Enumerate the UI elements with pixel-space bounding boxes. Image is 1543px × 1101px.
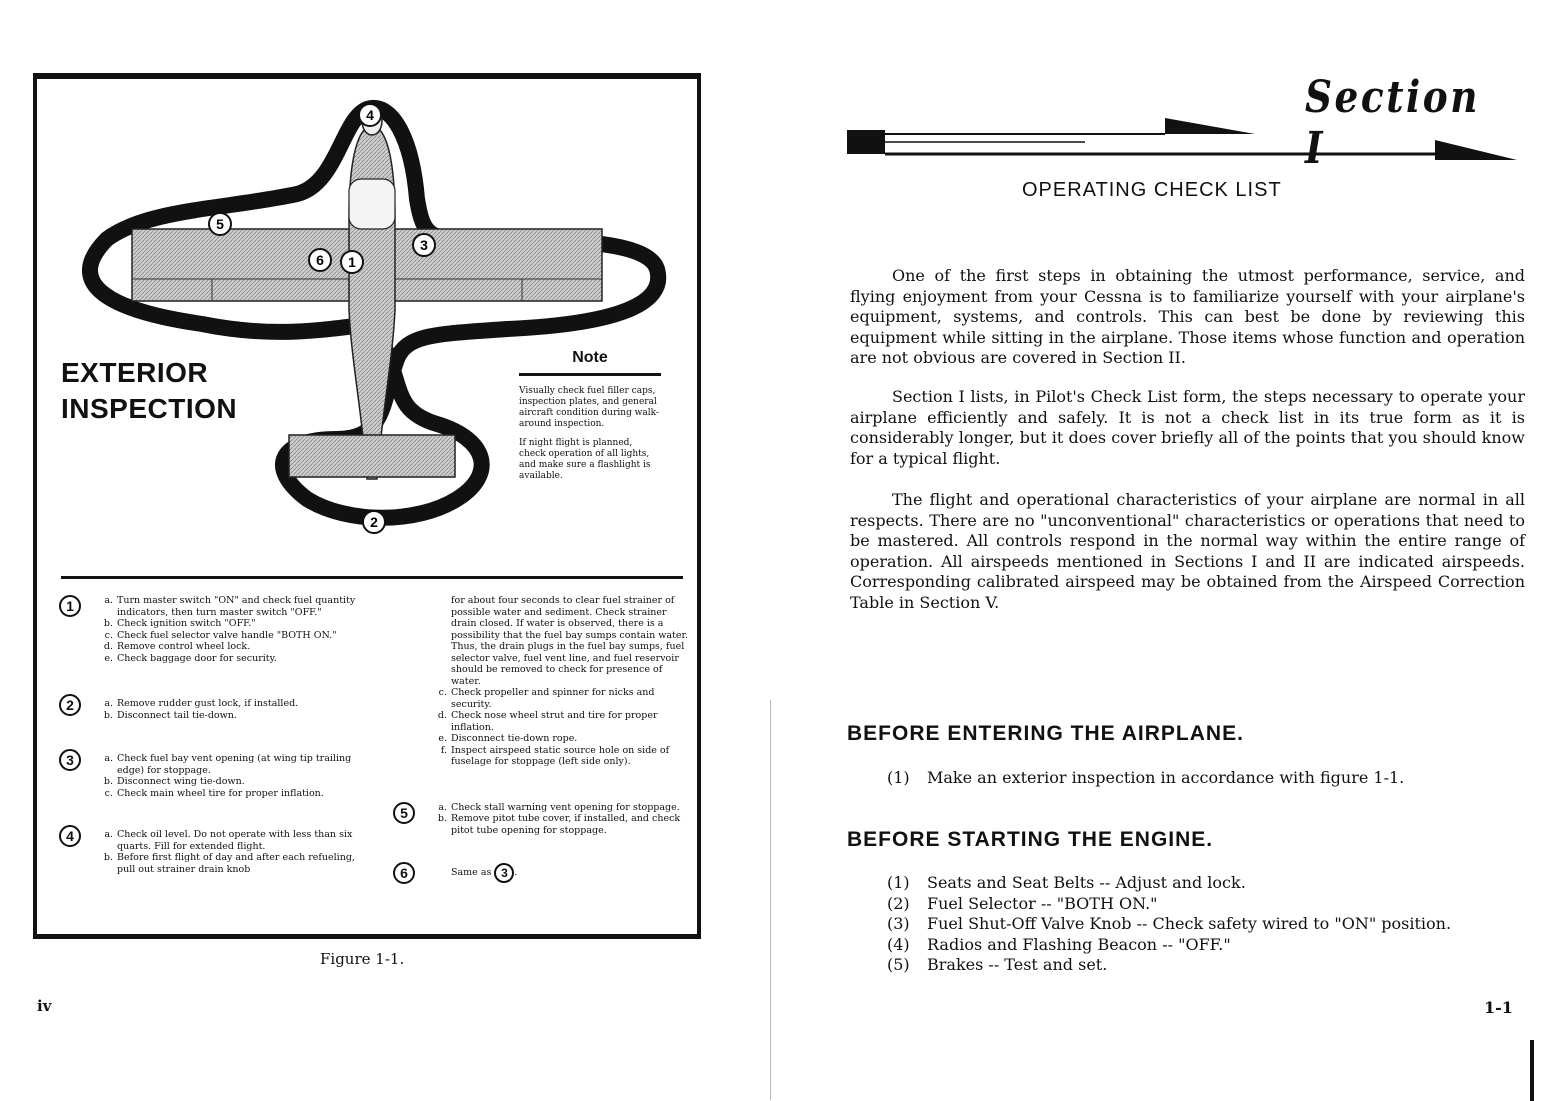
- figure-1-1-frame: [33, 73, 701, 939]
- page-number-right: 1-1: [1484, 998, 1513, 1017]
- horizontal-tail: [289, 435, 455, 477]
- section-header-rule: [845, 110, 1520, 162]
- step-item: b. Remove pitot tube cover, if installed, and check pitot tube opening for stoppage.: [437, 813, 681, 836]
- step-item: a. Check oil level. Do not operate with less than six quarts. Fill for extended flight.: [104, 829, 353, 852]
- step-item: a. Remove rudder gust lock, if installed.: [104, 698, 299, 709]
- callout-2: [363, 511, 385, 533]
- step-group-5: 5 a. Check stall warning vent opening for stoppage. b. Remove pitot tube cover, if installed, and check pitot tube opening for stoppage.: [393, 802, 689, 837]
- step-item: c. Check main wheel tire for proper inflation.: [104, 787, 324, 799]
- page-edge-mark: [1530, 1040, 1534, 1101]
- step-item: b. Disconnect wing tie-down.: [103, 776, 245, 787]
- step-item: d. Check nose wheel strut and tire for proper inflation.: [437, 710, 658, 733]
- step-item: a. Check fuel bay vent opening (at wing tip trailing edge) for stoppage.: [104, 753, 352, 776]
- figure-caption: Figure 1-1.: [320, 950, 405, 968]
- exterior-inspection-title: EXTERIOR INSPECTION: [61, 357, 238, 424]
- step-continuation: for about four seconds to clear fuel strainer of possible water and sediment. Check strainer drain closed. If water is observed, there is a possibility that the fuel bay sumps contain water. Thus, the drain plugs in the fuel bay sumps, fuel selector valve, fuel vent line, and fuel reservoir should be removed to check for presence of water.: [451, 595, 688, 687]
- intro-paragraph-2: Section I lists, in Pilot's Check List form, the steps necessary to operate your airplane efficiently and safely. It is not a check list in its true form as it is considerably longer, but it does cover briefly all of the points that you should know for a typical flight.: [850, 387, 1525, 468]
- step-item: a. Turn master switch "ON" and check fuel quantity indicators, then turn master switch "OFF.": [104, 595, 356, 618]
- step-item: f. Inspect airspeed static source hole on side of fuselage for stoppage (left side only).: [440, 744, 670, 767]
- step-group-2: 2 a. Remove rudder gust lock, if installed. b. Disconnect tail tie-down.: [59, 694, 375, 721]
- step-group-3: 3 a. Check fuel bay vent opening (at wing tip trailing edge) for stoppage. b. Disconnect wing tie-down. c. Check main wheel tire for proper inflation.: [59, 749, 375, 799]
- callout-4: [359, 104, 381, 126]
- svg-text:6: 6: [316, 252, 324, 268]
- step-item: c. Check fuel selector valve handle "BOTH ON.": [104, 629, 337, 641]
- note-box: [519, 349, 661, 490]
- callout-1: [341, 251, 363, 273]
- svg-text:5: 5: [216, 216, 224, 232]
- step-item: e. Disconnect tie-down rope.: [438, 733, 578, 744]
- svg-text:2: 2: [370, 514, 378, 530]
- figure-divider: [61, 576, 683, 579]
- intro-paragraph-3: The flight and operational characteristics of your airplane are normal in all respects. There are no "unconventional" characteristics or operations that need to be mastered. All controls respond in the normal way within the entire range of operation. All airspeeds mentioned in Sections I and II are indicated airspeeds. Corresponding calibrated airspeed may be obtained from the Airspeed Correction Table in Section V.: [850, 490, 1525, 612]
- before-entering-heading: BEFORE ENTERING THE AIRPLANE.: [847, 722, 1244, 745]
- step-item: a. Check stall warning vent opening for stoppage.: [438, 801, 680, 813]
- list-item: (1) Make an exterior inspection in accordance with figure 1-1.: [887, 768, 1405, 787]
- step-item: e. Check baggage door for security.: [104, 652, 277, 664]
- list-item: (2) Fuel Selector -- "BOTH ON.": [887, 893, 1158, 913]
- intro-paragraph-1: One of the first steps in obtaining the utmost performance, service, and flying enjoyment from your Cessna is to familiarize yourself with your airplane's equipment, systems, and controls. This can best be done by reviewing this equipment while sitting in the airplane. Those items whose function and operation are not obvious are covered in Section II.: [850, 266, 1525, 367]
- note-para-2: If night flight is planned, check operation of all lights, and make sure a flashlight is available.: [519, 438, 651, 481]
- svg-text:4: 4: [366, 107, 374, 123]
- step-item: c. Check propeller and spinner for nicks and security.: [438, 687, 655, 710]
- note-para-1: Visually check fuel filler caps, inspection plates, and general aircraft condition during walk-around inspection.: [519, 386, 659, 429]
- list-item: (1) Seats and Seat Belts -- Adjust and lock.: [887, 873, 1246, 892]
- right-page: [770, 0, 1543, 1101]
- callout-3: [413, 234, 435, 256]
- step-group-1: 1 a. Turn master switch "ON" and check fuel quantity indicators, then turn master switch "OFF." b. Check ignition switch "OFF." c. Check fuel selector valve handle "BOTH ON." d. Remove control wheel lock. e. Check baggage door for security.: [59, 595, 375, 664]
- callout-6: [309, 249, 331, 271]
- step-group-4-continued: [393, 595, 689, 768]
- page-number-left: iv: [37, 997, 52, 1015]
- steps-column-2: [393, 595, 689, 884]
- step-item: b. Before first flight of day and after each refueling, pull out strainer drain knob: [103, 852, 355, 875]
- operating-check-list-heading: OPERATING CHECK LIST: [1022, 179, 1282, 201]
- airplane-inspection-diagram: [37, 79, 697, 579]
- left-page: [0, 0, 770, 1101]
- step-item: b. Disconnect tail tie-down.: [103, 709, 237, 721]
- svg-text:1: 1: [348, 254, 356, 270]
- list-item: (5) Brakes -- Test and set.: [887, 955, 1108, 974]
- step-group-6: 6 Same as 3 .: [393, 862, 689, 884]
- before-starting-list: [887, 873, 1451, 976]
- step-item: b. Check ignition switch "OFF.": [103, 618, 256, 629]
- section-title: Section I: [1305, 72, 1481, 174]
- ref-step-3: 3: [494, 863, 514, 883]
- callout-5: [209, 213, 231, 235]
- before-starting-heading: BEFORE STARTING THE ENGINE.: [847, 828, 1214, 851]
- before-entering-list: [887, 768, 1404, 789]
- list-item: (4) Radios and Flashing Beacon -- "OFF.": [887, 934, 1231, 954]
- list-item: (3) Fuel Shut-Off Valve Knob -- Check safety wired to "ON" position.: [887, 914, 1452, 933]
- steps-column-1: [59, 595, 375, 875]
- step-item: d. Remove control wheel lock.: [103, 641, 251, 652]
- note-heading: Note: [519, 349, 661, 376]
- step-item: Same as 3 .: [451, 862, 689, 884]
- step-group-4: 4 a. Check oil level. Do not operate with less than six quarts. Fill for extended flight. b. Before first flight of day and after each refueling, pull out strainer drain knob: [59, 825, 375, 875]
- svg-text:3: 3: [420, 237, 428, 253]
